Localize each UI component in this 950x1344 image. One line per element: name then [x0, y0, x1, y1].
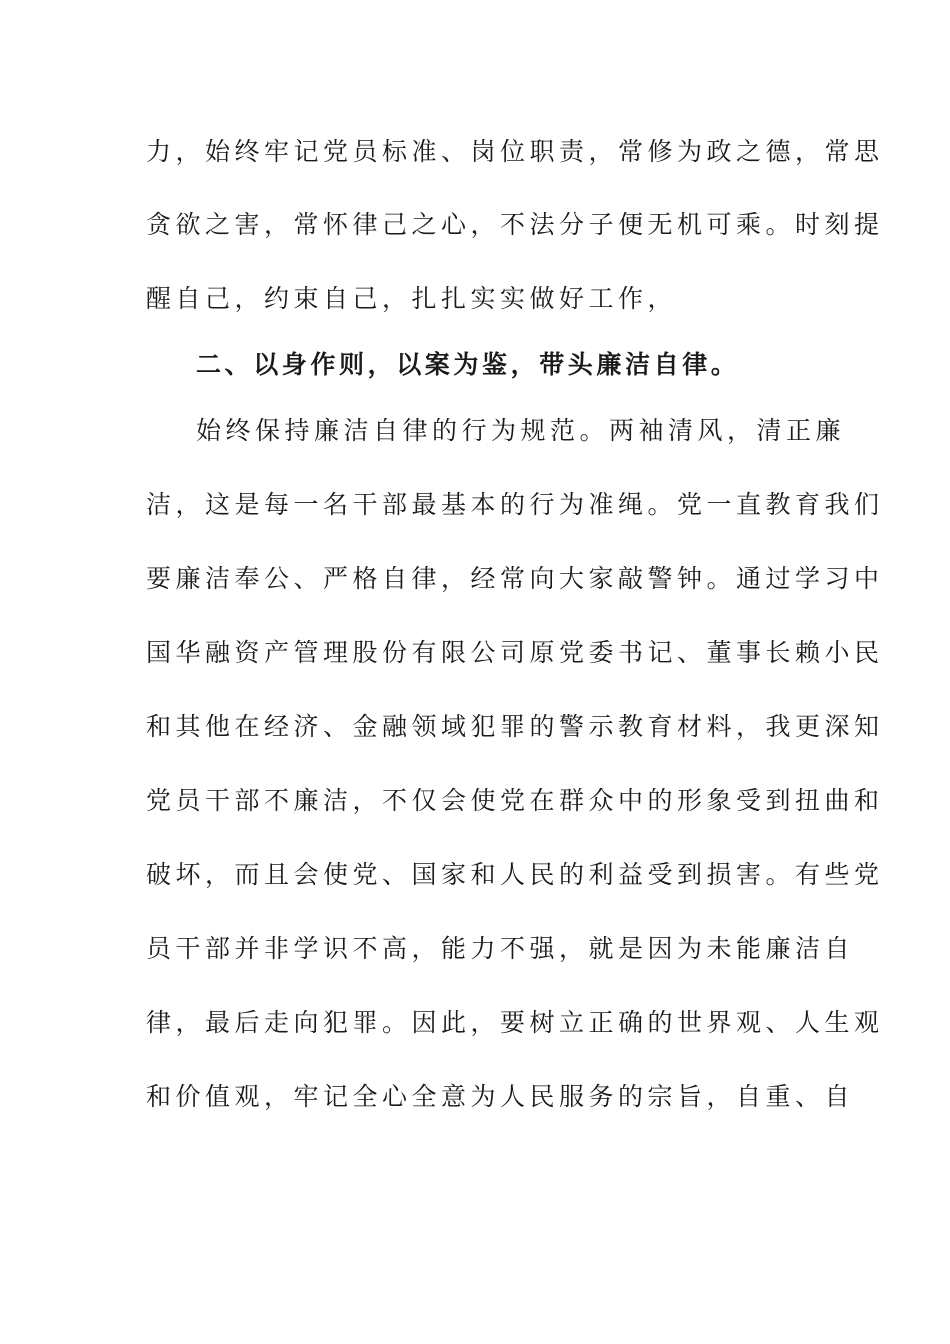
paragraph-line: 贪欲之害，常怀律己之心，不法分子便无机可乘。时刻提 [146, 210, 884, 239]
paragraph-line: 醒自己，约束自己，扎扎实实做好工作， [146, 284, 678, 313]
paragraph-line: 始终保持廉洁自律的行为规范。两袖清风，清正廉 [196, 416, 846, 445]
paragraph-line: 国华融资产管理股份有限公司原党委书记、董事长赖小民 [146, 638, 884, 667]
paragraph-line: 员干部并非学识不高，能力不强，就是因为未能廉洁自 [146, 934, 855, 963]
section-heading: 二、以身作则，以案为鉴，带头廉洁自律。 [196, 350, 740, 379]
paragraph-line: 洁，这是每一名干部最基本的行为准绳。党一直教育我们 [146, 490, 884, 519]
paragraph-line: 律，最后走向犯罪。因此，要树立正确的世界观、人生观 [146, 1008, 884, 1037]
paragraph-line: 和价值观，牢记全心全意为人民服务的宗旨，自重、自 [146, 1082, 855, 1111]
paragraph-line: 党员干部不廉洁，不仅会使党在群众中的形象受到扭曲和 [146, 786, 884, 815]
paragraph-line: 力，始终牢记党员标准、岗位职责，常修为政之德，常思 [146, 137, 884, 166]
paragraph-line: 破坏，而且会使党、国家和人民的利益受到损害。有些党 [146, 860, 884, 889]
paragraph-line: 和其他在经济、金融领域犯罪的警示教育材料，我更深知 [146, 712, 884, 741]
paragraph-line: 要廉洁奉公、严格自律，经常向大家敲警钟。通过学习中 [146, 564, 884, 593]
